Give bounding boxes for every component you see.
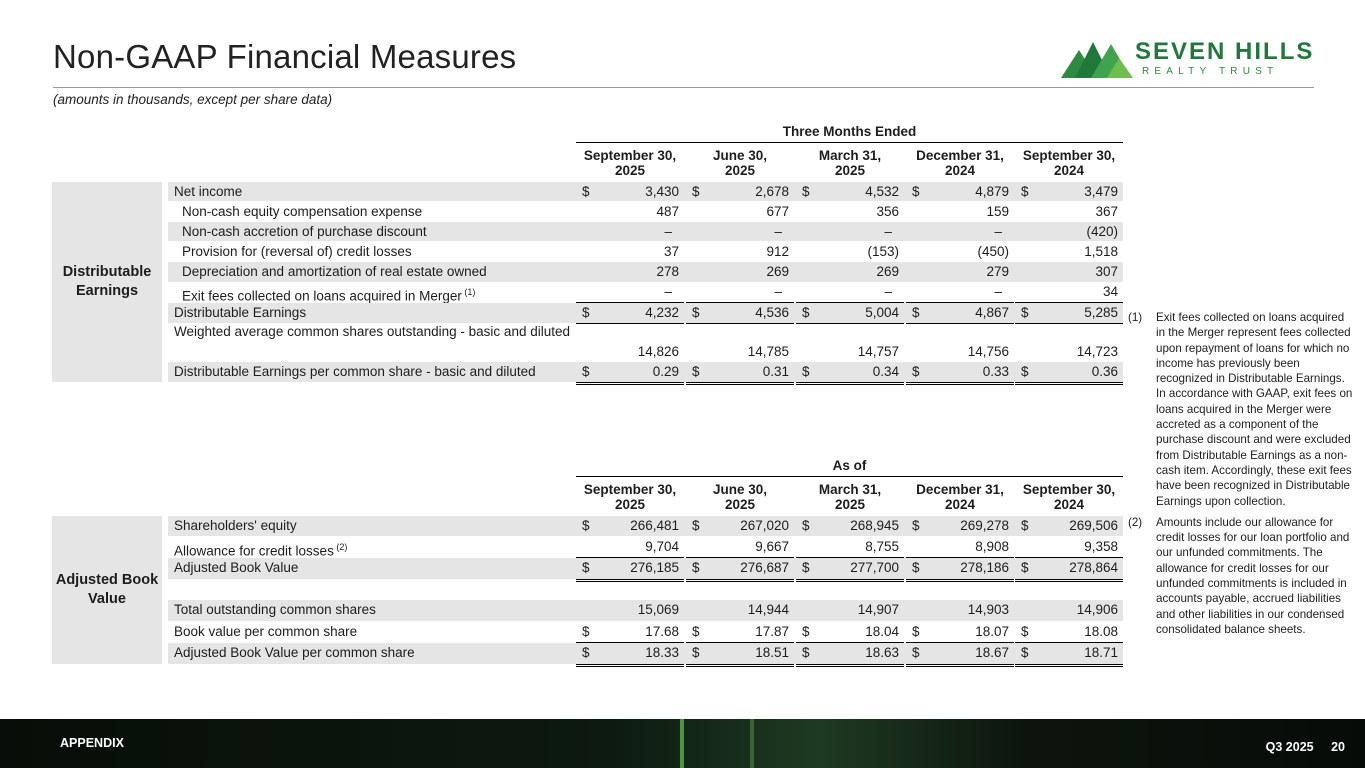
table-cell	[906, 182, 1014, 201]
table-cell	[906, 622, 1014, 643]
row-label: Non-cash equity compensation expense	[182, 204, 423, 219]
column-header-line1: March 31,	[818, 482, 882, 497]
column-header-line2: 2024	[944, 497, 976, 512]
cell-value: 18.33	[645, 645, 679, 660]
currency-symbol: $	[692, 184, 700, 199]
footnote-2	[1128, 515, 1356, 637]
currency-symbol: $	[1021, 184, 1029, 199]
table-cell	[1015, 222, 1123, 241]
currency-symbol: $	[802, 305, 810, 320]
column-header	[906, 148, 1014, 178]
currency-symbol: $	[582, 624, 590, 639]
table-cell	[686, 643, 794, 667]
row-label: Distributable Earnings per common share - basic and diluted	[174, 364, 536, 379]
table-cell	[1015, 202, 1123, 221]
currency-symbol: $	[582, 364, 590, 379]
column-header	[796, 482, 904, 512]
cell-value: 268,945	[850, 518, 899, 533]
cell-value: 4,232	[645, 305, 679, 320]
decorative-bar	[750, 719, 754, 768]
column-header-line2: 2025	[834, 163, 866, 178]
column-header-line2: 2024	[944, 163, 976, 178]
table-cell	[1015, 516, 1123, 536]
column-header-line2: 2025	[724, 163, 756, 178]
currency-symbol: $	[582, 645, 590, 660]
table-row	[168, 579, 1123, 600]
cell-value: 3,430	[645, 184, 679, 199]
cell-value: 18.67	[975, 645, 1009, 660]
cell-value: 9,358	[1084, 539, 1118, 554]
cell-value: 0.36	[1091, 364, 1118, 379]
footnote-ref: (1)	[461, 287, 476, 297]
column-header	[1015, 482, 1123, 512]
mountains-icon	[1061, 38, 1135, 78]
cell-value: 18.63	[865, 645, 899, 660]
currency-symbol: $	[912, 624, 920, 639]
cell-value: 17.68	[645, 624, 679, 639]
cell-value: 276,687	[740, 560, 789, 575]
cell-value: 4,879	[975, 184, 1009, 199]
currency-symbol: $	[802, 518, 810, 533]
column-header-line2: 2024	[1053, 163, 1085, 178]
currency-symbol: $	[912, 184, 920, 199]
row-label: Adjusted Book Value	[174, 560, 299, 575]
table-cell	[1015, 579, 1123, 600]
cell-value: (153)	[867, 244, 899, 259]
table-cell	[686, 579, 794, 600]
table-cell	[576, 600, 684, 621]
table-row	[168, 323, 1123, 361]
currency-symbol: $	[582, 560, 590, 575]
currency-symbol: $	[912, 645, 920, 660]
table-cell	[576, 182, 684, 201]
cell-value: –	[774, 224, 782, 239]
cell-value: 2,678	[755, 184, 789, 199]
row-label: Depreciation and amortization of real estate owned	[182, 264, 487, 279]
table-cell	[796, 262, 904, 282]
row-label: Exit fees collected on loans acquired in Merger $^{(1)}$	[182, 287, 476, 304]
currency-symbol: $	[912, 364, 920, 379]
currency-symbol: $	[1021, 624, 1029, 639]
table-cell	[796, 242, 904, 261]
cell-value: –	[664, 224, 672, 239]
table-cell	[796, 182, 904, 201]
cell-value: 278,186	[960, 560, 1009, 575]
column-header-line1: March 31,	[818, 148, 882, 163]
cell-value: (450)	[977, 244, 1009, 259]
cell-value: 18.04	[865, 624, 899, 639]
table-cell	[906, 579, 1014, 600]
currency-symbol: $	[692, 364, 700, 379]
cell-value: 5,004	[865, 305, 899, 320]
currency-symbol: $	[1021, 364, 1029, 379]
column-header-line1: September 30,	[1022, 148, 1116, 163]
table-cell	[576, 323, 684, 361]
cell-value: 9,667	[755, 539, 789, 554]
logo-tagline: REALTY TRUST	[1142, 66, 1279, 77]
row-label: Total outstanding common shares	[174, 602, 376, 617]
distributable-earnings-section-label: Distributable Earnings	[52, 182, 162, 382]
column-header-line2: 2025	[614, 163, 646, 178]
table-row	[168, 362, 1123, 382]
row-label: Allowance for credit losses $^{(2)}$	[174, 542, 348, 559]
row-label: Distributable Earnings	[174, 305, 307, 320]
currency-symbol: $	[802, 560, 810, 575]
table-cell	[796, 202, 904, 221]
currency-symbol: $	[802, 624, 810, 639]
cell-value: 0.33	[982, 364, 1009, 379]
cell-value: 14,785	[747, 344, 789, 359]
column-header	[686, 482, 794, 512]
cell-value: 277,700	[850, 560, 899, 575]
table-cell	[576, 202, 684, 221]
table-cell	[576, 282, 684, 303]
column-header-line1: September 30,	[583, 482, 677, 497]
column-header-line1: June 30,	[712, 148, 768, 163]
table-cell	[686, 222, 794, 241]
cell-value: –	[664, 284, 672, 299]
currency-symbol: $	[802, 645, 810, 660]
title-divider	[53, 87, 1314, 88]
currency-symbol: $	[912, 560, 920, 575]
cell-value: 15,069	[637, 602, 679, 617]
cell-value: 278	[656, 264, 679, 279]
row-label: Weighted average common shares outstanding - basic and diluted	[174, 324, 570, 339]
row-label: Book value per common share	[174, 624, 358, 639]
footnote-number: (1)	[1128, 311, 1143, 324]
table-cell	[796, 579, 904, 600]
column-header-line2: 2025	[614, 497, 646, 512]
table-cell	[686, 600, 794, 621]
column-header-line1: December 31,	[916, 482, 1004, 497]
table-cell	[686, 303, 794, 324]
footnote-ref: (2)	[333, 542, 348, 552]
table-cell	[1015, 242, 1123, 261]
table-row	[168, 202, 1123, 221]
cell-value: –	[774, 284, 782, 299]
cell-value: 34	[1102, 284, 1118, 299]
cell-value: 14,756	[967, 344, 1009, 359]
column-header-line1: December 31,	[916, 148, 1004, 163]
row-label: Non-cash accretion of purchase discount	[182, 224, 427, 239]
cell-value: 367	[1095, 204, 1118, 219]
column-header	[906, 482, 1014, 512]
table-row	[168, 558, 1123, 579]
company-logo	[1061, 38, 1321, 84]
currency-symbol: $	[912, 518, 920, 533]
cell-value: 3,479	[1084, 184, 1118, 199]
table-cell	[796, 622, 904, 643]
column-header-line1: June 30,	[712, 482, 768, 497]
column-header	[1015, 148, 1123, 178]
table-cell	[906, 643, 1014, 667]
cell-value: 159	[986, 204, 1009, 219]
cell-value: 18.71	[1084, 645, 1118, 660]
cell-value: –	[884, 224, 892, 239]
table-cell	[576, 362, 684, 385]
table-row	[168, 600, 1123, 621]
cell-value: (420)	[1086, 224, 1118, 239]
table-cell	[686, 182, 794, 201]
cell-value: 269	[876, 264, 899, 279]
column-header	[686, 148, 794, 178]
currency-symbol: $	[1021, 645, 1029, 660]
table-row	[168, 282, 1123, 302]
table-cell	[906, 262, 1014, 282]
currency-symbol: $	[1021, 560, 1029, 575]
table-cell	[1015, 600, 1123, 621]
cell-value: 356	[876, 204, 899, 219]
cell-value: 0.34	[872, 364, 899, 379]
table-cell	[906, 323, 1014, 361]
cell-value: 17.87	[755, 624, 789, 639]
currency-symbol: $	[692, 624, 700, 639]
cell-value: 37	[663, 244, 679, 259]
table-cell	[576, 262, 684, 282]
table-cell	[1015, 282, 1123, 303]
footnotes	[1128, 310, 1356, 643]
table-row	[168, 262, 1123, 282]
column-header-line2: 2025	[724, 497, 756, 512]
currency-symbol: $	[692, 560, 700, 575]
cell-value: 266,481	[630, 518, 679, 533]
cell-value: 677	[766, 204, 789, 219]
table-cell	[576, 579, 684, 600]
cell-value: –	[994, 284, 1002, 299]
column-header-line1: September 30,	[1022, 482, 1116, 497]
table-cell	[576, 622, 684, 643]
currency-symbol: $	[1021, 305, 1029, 320]
currency-symbol: $	[582, 305, 590, 320]
cell-value: 8,908	[975, 539, 1009, 554]
table-cell	[796, 303, 904, 324]
table-cell	[796, 222, 904, 241]
table-cell	[686, 282, 794, 303]
cell-value: 14,826	[637, 344, 679, 359]
currency-symbol: $	[692, 518, 700, 533]
cell-value: 14,723	[1076, 344, 1118, 359]
table-cell	[1015, 262, 1123, 282]
cell-value: 269,278	[960, 518, 1009, 533]
cell-value: 14,944	[747, 602, 789, 617]
footnote-text: Amounts include our allowance for credit losses for our loan portfolio and our unfunded commitments. The allowance for credit losses for our unfunded commitments is included in accounts payable, accrued liabilities and other liabilities in our condensed consolidated balance sheets.	[1156, 515, 1350, 636]
table-cell	[906, 222, 1014, 241]
cell-value: –	[994, 224, 1002, 239]
table-cell	[796, 362, 904, 385]
cell-value: 279	[986, 264, 1009, 279]
table-cell	[796, 323, 904, 361]
footnote-text: Exit fees collected on loans acquired in the Merger represent fees collected upon repayment of loans for which no income has previously been recognized in Distributable Earnings. In accordance with GAAP, exit fees on loans acquired in the Merger were accreted as a component of the purchase discount and were excluded from Distributable Earnings as a non-cash item. Accordingly, these exit fees have been recognized in Distributable Earnings upon collection.	[1156, 311, 1353, 508]
table-cell	[906, 537, 1014, 558]
page-subtitle: (amounts in thousands, except per share data)	[53, 92, 333, 107]
cell-value: 14,903	[967, 602, 1009, 617]
table-row	[168, 516, 1123, 536]
table-cell	[576, 303, 684, 324]
currency-symbol: $	[802, 364, 810, 379]
table-cell	[796, 537, 904, 558]
row-label: Net income	[174, 184, 243, 199]
cell-value: 0.29	[652, 364, 679, 379]
cell-value: 487	[656, 204, 679, 219]
logo-wordmark: SEVEN HILLS	[1135, 38, 1315, 65]
cell-value: 307	[1095, 264, 1118, 279]
table-cell	[906, 202, 1014, 221]
currency-symbol: $	[912, 305, 920, 320]
table-cell	[686, 516, 794, 536]
column-header-line2: 2025	[834, 497, 866, 512]
column-header	[796, 148, 904, 178]
table-cell	[906, 516, 1014, 536]
footer-section: APPENDIX	[60, 736, 124, 750]
table-cell	[906, 303, 1014, 324]
adjusted-book-value-section-label: Adjusted Book Value	[52, 516, 162, 664]
decorative-bar	[680, 719, 684, 768]
column-header-line1: September 30,	[583, 148, 677, 163]
currency-symbol: $	[802, 184, 810, 199]
table-cell	[1015, 622, 1123, 643]
cell-value: 276,185	[630, 560, 679, 575]
currency-symbol: $	[582, 184, 590, 199]
cell-value: 14,906	[1076, 602, 1118, 617]
table-cell	[576, 537, 684, 558]
table-cell	[576, 643, 684, 667]
cell-value: 0.31	[762, 364, 789, 379]
table2-group-header: As of	[576, 458, 1123, 477]
cell-value: 18.08	[1084, 624, 1118, 639]
column-header-line2: 2024	[1053, 497, 1085, 512]
cell-value: 4,532	[865, 184, 899, 199]
cell-value: 912	[766, 244, 789, 259]
table-row	[168, 303, 1123, 323]
cell-value: 278,864	[1069, 560, 1118, 575]
table-cell	[1015, 323, 1123, 361]
table-cell	[1015, 303, 1123, 324]
cell-value: 8,755	[865, 539, 899, 554]
cell-value: 4,536	[755, 305, 789, 320]
page-title: Non-GAAP Financial Measures	[53, 38, 517, 75]
table-row	[168, 242, 1123, 261]
cell-value: 267,020	[740, 518, 789, 533]
table1-group-header: Three Months Ended	[576, 124, 1123, 143]
cell-value: 269,506	[1069, 518, 1118, 533]
table-cell	[1015, 643, 1123, 667]
footer-period: Q3 2025	[1265, 740, 1314, 754]
cell-value: 1,518	[1084, 244, 1118, 259]
currency-symbol: $	[582, 518, 590, 533]
currency-symbol: $	[692, 645, 700, 660]
row-label: Provision for (reversal of) credit losses	[182, 244, 412, 259]
cell-value: –	[884, 284, 892, 299]
table-cell	[686, 362, 794, 385]
table-cell	[686, 323, 794, 361]
cell-value: 14,757	[857, 344, 899, 359]
cell-value: 14,907	[857, 602, 899, 617]
table-cell	[796, 282, 904, 303]
table-cell	[576, 242, 684, 261]
row-label: Shareholders' equity	[174, 518, 297, 533]
table-cell	[906, 362, 1014, 385]
cell-value: 9,704	[645, 539, 679, 554]
cell-value: 5,285	[1084, 305, 1118, 320]
cell-value: 18.07	[975, 624, 1009, 639]
column-header	[576, 482, 684, 512]
footnote-1	[1128, 310, 1356, 509]
table-cell	[906, 282, 1014, 303]
table-cell	[576, 222, 684, 241]
table-cell	[906, 600, 1014, 621]
table-row	[168, 182, 1123, 201]
column-header	[576, 148, 684, 178]
currency-symbol: $	[1021, 518, 1029, 533]
table-cell	[906, 242, 1014, 261]
table-row	[168, 222, 1123, 241]
table-cell	[1015, 537, 1123, 558]
footnote-number: (2)	[1128, 515, 1143, 529]
table-cell	[1015, 182, 1123, 201]
table-cell	[796, 600, 904, 621]
cell-value: 269	[766, 264, 789, 279]
table-row	[168, 622, 1123, 642]
table-cell	[686, 202, 794, 221]
table-row	[168, 537, 1123, 557]
table-cell	[1015, 362, 1123, 385]
table-cell	[686, 622, 794, 643]
currency-symbol: $	[692, 305, 700, 320]
table-cell	[686, 242, 794, 261]
table-cell	[686, 262, 794, 282]
table-cell	[796, 643, 904, 667]
cell-value: 18.51	[755, 645, 789, 660]
table-cell	[576, 516, 684, 536]
footer-right	[1252, 740, 1345, 754]
footer-bar	[0, 719, 1365, 768]
cell-value: 4,867	[975, 305, 1009, 320]
table-cell	[796, 516, 904, 536]
table-cell	[686, 537, 794, 558]
page-number: 20	[1331, 740, 1345, 754]
row-label: Adjusted Book Value per common share	[174, 645, 415, 660]
table-row	[168, 643, 1123, 664]
